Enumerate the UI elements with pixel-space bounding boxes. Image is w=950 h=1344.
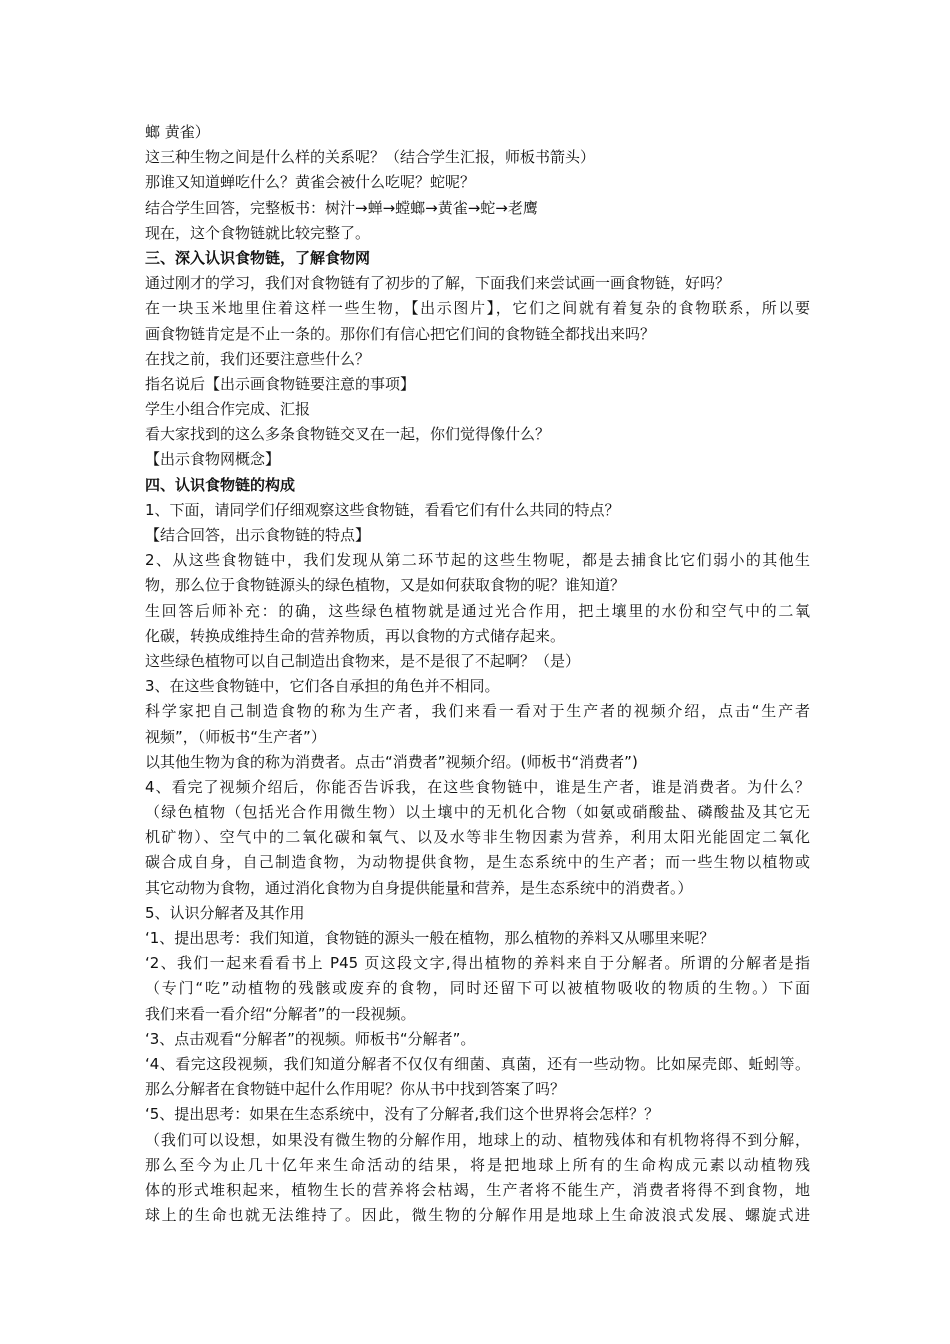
text-line: 4、看完了视频介绍后，你能否告诉我，在这些食物链中，谁是生产者，谁是消费者。为什么？ [145,777,810,796]
section-heading: 三、深入认识食物链，了解食物网 [145,248,371,267]
text-line: （我们可以设想，如果没有微生物的分解作用，地球上的动、植物残体和有机物将得不到分解， [145,1130,810,1149]
text-line: 【结合回答，出示食物链的特点】 [145,526,371,544]
text-line: 那么至今为止几十亿年来生命活动的结果，将是把地球上所有的生命构成元素以动植物残 [145,1155,810,1174]
text-line: 以其他生物为食的称为消费者。点击“消费者”视频介绍。(师板书“消费者”) [145,752,638,771]
text-line: 科学家把自己制造食物的称为生产者，我们来看一看对于生产者的视频介绍，点击“生产者 [145,702,810,721]
text-line: 视频”，（师板书“生产者”） [145,727,326,746]
text-line: 碳合成自身，自己制造食物，为动物提供食物，是生态系统中的生产者；而一些生物以植物或 [145,853,810,872]
text-line: 看大家找到的这么多条食物链交叉在一起，你们觉得像什么？ [145,425,551,444]
text-line: 通过刚才的学习，我们对食物链有了初步的了解，下面我们来尝试画一画食物链，好吗？ [145,274,731,293]
text-line: 在一块玉米地里住着这样一些生物，【出示图片】，它们之间就有着复杂的食物联系，所以要 [145,299,810,318]
text-line: 现在，这个食物链就比较完整了。 [145,223,371,242]
text-line: 画食物链肯定是不止一条的。那你们有信心把它们间的食物链全都找出来吗？ [145,324,656,343]
text-line: ‘2、我们一起来看看书上 P45 页这段文字,得出植物的养料来自于分解者。所谓的分解者是指 [145,954,810,973]
text-line: 那么分解者在食物链中起什么作用呢？你从书中找到答案了吗？ [145,1080,566,1099]
text-line: 指名说后【出示画食物链要注意的事项】 [145,374,416,393]
text-line: 那谁又知道蝉吃什么？黄雀会被什么吃呢？蛇呢？ [145,173,476,192]
text-line: 3、在这些食物链中，它们各自承担的角色并不相同。 [145,677,500,696]
text-line: 我们来看一看介绍“分解者”的一段视频。 [145,1004,416,1023]
text-line: 2、从这些食物链中，我们发现从第二环节起的这些生物呢，都是去捕食比它们弱小的其他生 [145,551,810,570]
text-line: 【出示食物网概念】 [145,450,281,469]
text-line: ‘4、看完这段视频，我们知道分解者不仅仅有细菌、真菌，还有一些动物。比如屎壳郎、蚯蚓等。 [145,1054,810,1073]
document-page [145,120,810,1228]
text-line: ‘3、点击观看“分解者”的视频。师板书“分解者”。 [145,1029,476,1048]
text-line: 学生小组合作完成、汇报 [145,400,311,419]
text-line: 物，那么位于食物链源头的绿色植物，又是如何获取食物的呢？谁知道？ [145,576,626,595]
text-line: 这些绿色植物可以自己制造出食物来，是不是很了不起啊？（是） [145,651,581,670]
text-line: 5、认识分解者及其作用 [145,903,305,922]
text-line: （专门“吃”动植物的残骸或废弃的食物，同时还留下可以被植物吸收的物质的生物。）下面 [145,979,810,998]
text-line: 这三种生物之间是什么样的关系呢？（结合学生汇报，师板书箭头） [145,148,596,167]
text-line: 生回答后师补充：的确，这些绿色植物就是通过光合作用，把土壤里的水份和空气中的二氧 [145,601,810,620]
text-line: （绿色植物（包括光合作用微生物）以土壤中的无机化合物（如氨或硝酸盐、磷酸盐及其它无 [145,803,810,822]
text-line: 体的形式堆积起来，植物生长的营养将会枯竭，生产者将不能生产，消费者将得不到食物，地 [145,1180,810,1199]
text-line: 螂 黄雀） [145,123,210,141]
text-line: 在找之前，我们还要注意些什么？ [145,349,371,368]
text-line: 结合学生回答，完整板书：树汁→蝉→螳螂→黄雀→蛇→老鹰 [145,198,538,217]
text-line: 1、下面，请同学们仔细观察这些食物链，看看它们有什么共同的特点？ [145,500,620,519]
section-heading: 四、认识食物链的构成 [145,475,296,494]
text-line: 化碳，转换成维持生命的营养物质，再以食物的方式储存起来。 [145,626,566,645]
text-line: ‘1、提出思考：我们知道，食物链的源头一般在植物，那么植物的养料又从哪里来呢？ [145,929,715,947]
text-line: ‘5、提出思考：如果在生态系统中，没有了分解者,我们这个世界将会怎样？？ [145,1105,660,1124]
text-line: 其它动物为食物，通过消化食物为自身提供能量和营养，是生态系统中的消费者。） [145,878,693,897]
text-line: 球上的生命也就无法维持了。因此，微生物的分解作用是地球上生命波浪式发展、螺旋式进 [145,1206,810,1225]
text-line: 机矿物）、空气中的二氧化碳和氧气、以及水等非生物因素为营养，利用太阳光能固定二氧化 [145,828,810,847]
